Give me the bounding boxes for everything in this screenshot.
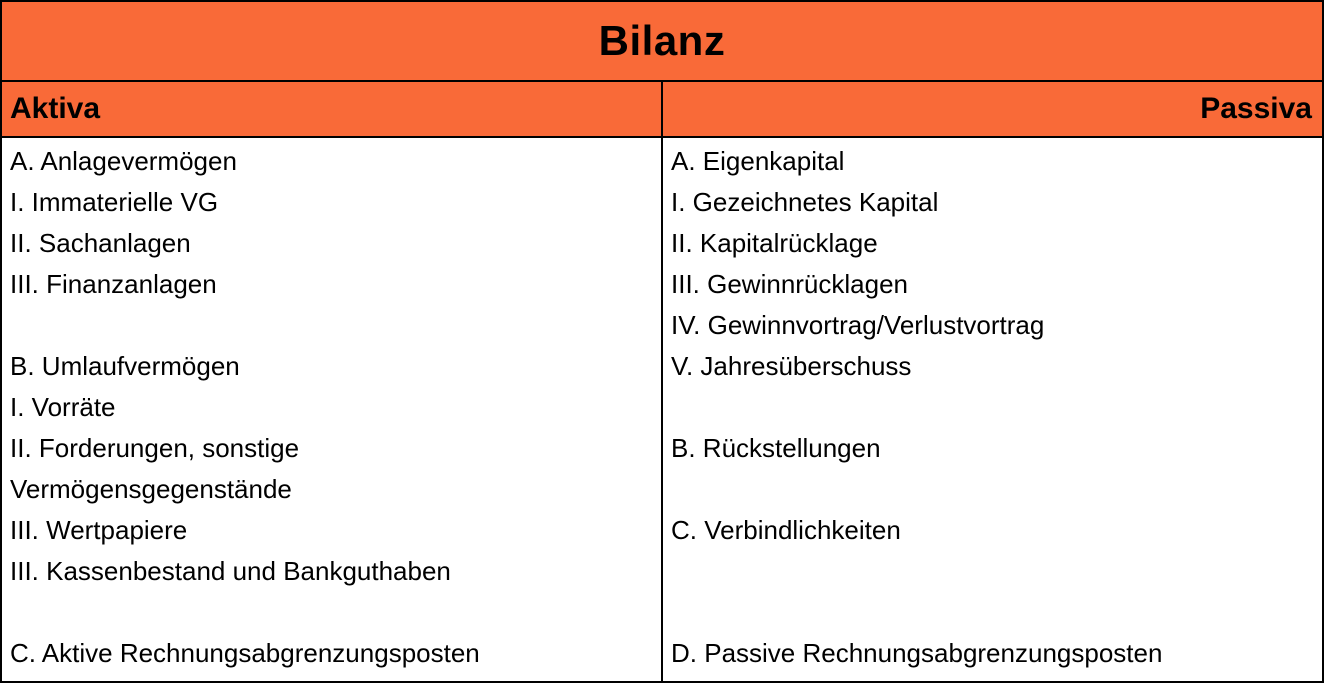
aktiva-line: III. Wertpapiere (10, 515, 188, 545)
aktiva-line: III. Kassenbestand und Bankguthaben (10, 556, 451, 586)
passiva-line: D. Passive Rechnungsabgrenzungsposten (671, 638, 1163, 668)
passiva-line: V. Jahresüberschuss (671, 351, 912, 381)
passiva-line-blank (663, 592, 1322, 633)
passiva-line: I. Gezeichnetes Kapital (671, 187, 939, 217)
table-body-row (2, 138, 1322, 681)
column-header-passiva: Passiva (1200, 92, 1312, 125)
passiva-column (663, 138, 1322, 681)
passiva-line: III. Gewinnrücklagen (671, 269, 909, 299)
aktiva-line: I. Vorräte (10, 392, 116, 422)
passiva-line: A. Eigenkapital (671, 146, 845, 176)
aktiva-line: C. Aktive Rechnungsabgrenzungsposten (10, 638, 480, 668)
aktiva-line: B. Umlaufvermögen (10, 351, 240, 381)
passiva-line: II. Kapitalrücklage (671, 228, 878, 258)
column-header-aktiva: Aktiva (2, 82, 663, 136)
aktiva-column (2, 138, 663, 681)
passiva-line-blank (663, 469, 1322, 510)
passiva-line: C. Verbindlichkeiten (671, 515, 901, 545)
passiva-line-blank (663, 551, 1322, 592)
aktiva-line-blank (2, 592, 661, 633)
aktiva-line: II. Sachanlagen (10, 228, 191, 258)
aktiva-line: A. Anlagevermögen (10, 146, 237, 176)
aktiva-line: I. Immaterielle VG (10, 187, 219, 217)
passiva-line: IV. Gewinnvortrag/Verlustvortrag (671, 310, 1045, 340)
aktiva-line-blank (2, 305, 661, 346)
column-header-row (2, 82, 1322, 138)
aktiva-line: Vermögensgegenstände (10, 474, 292, 504)
table-title-row (2, 2, 1322, 82)
passiva-line: B. Rückstellungen (671, 433, 881, 463)
table-title: Bilanz (598, 17, 726, 64)
passiva-line-blank (663, 387, 1322, 428)
aktiva-line: III. Finanzanlagen (10, 269, 217, 299)
aktiva-line: II. Forderungen, sonstige (10, 433, 300, 463)
